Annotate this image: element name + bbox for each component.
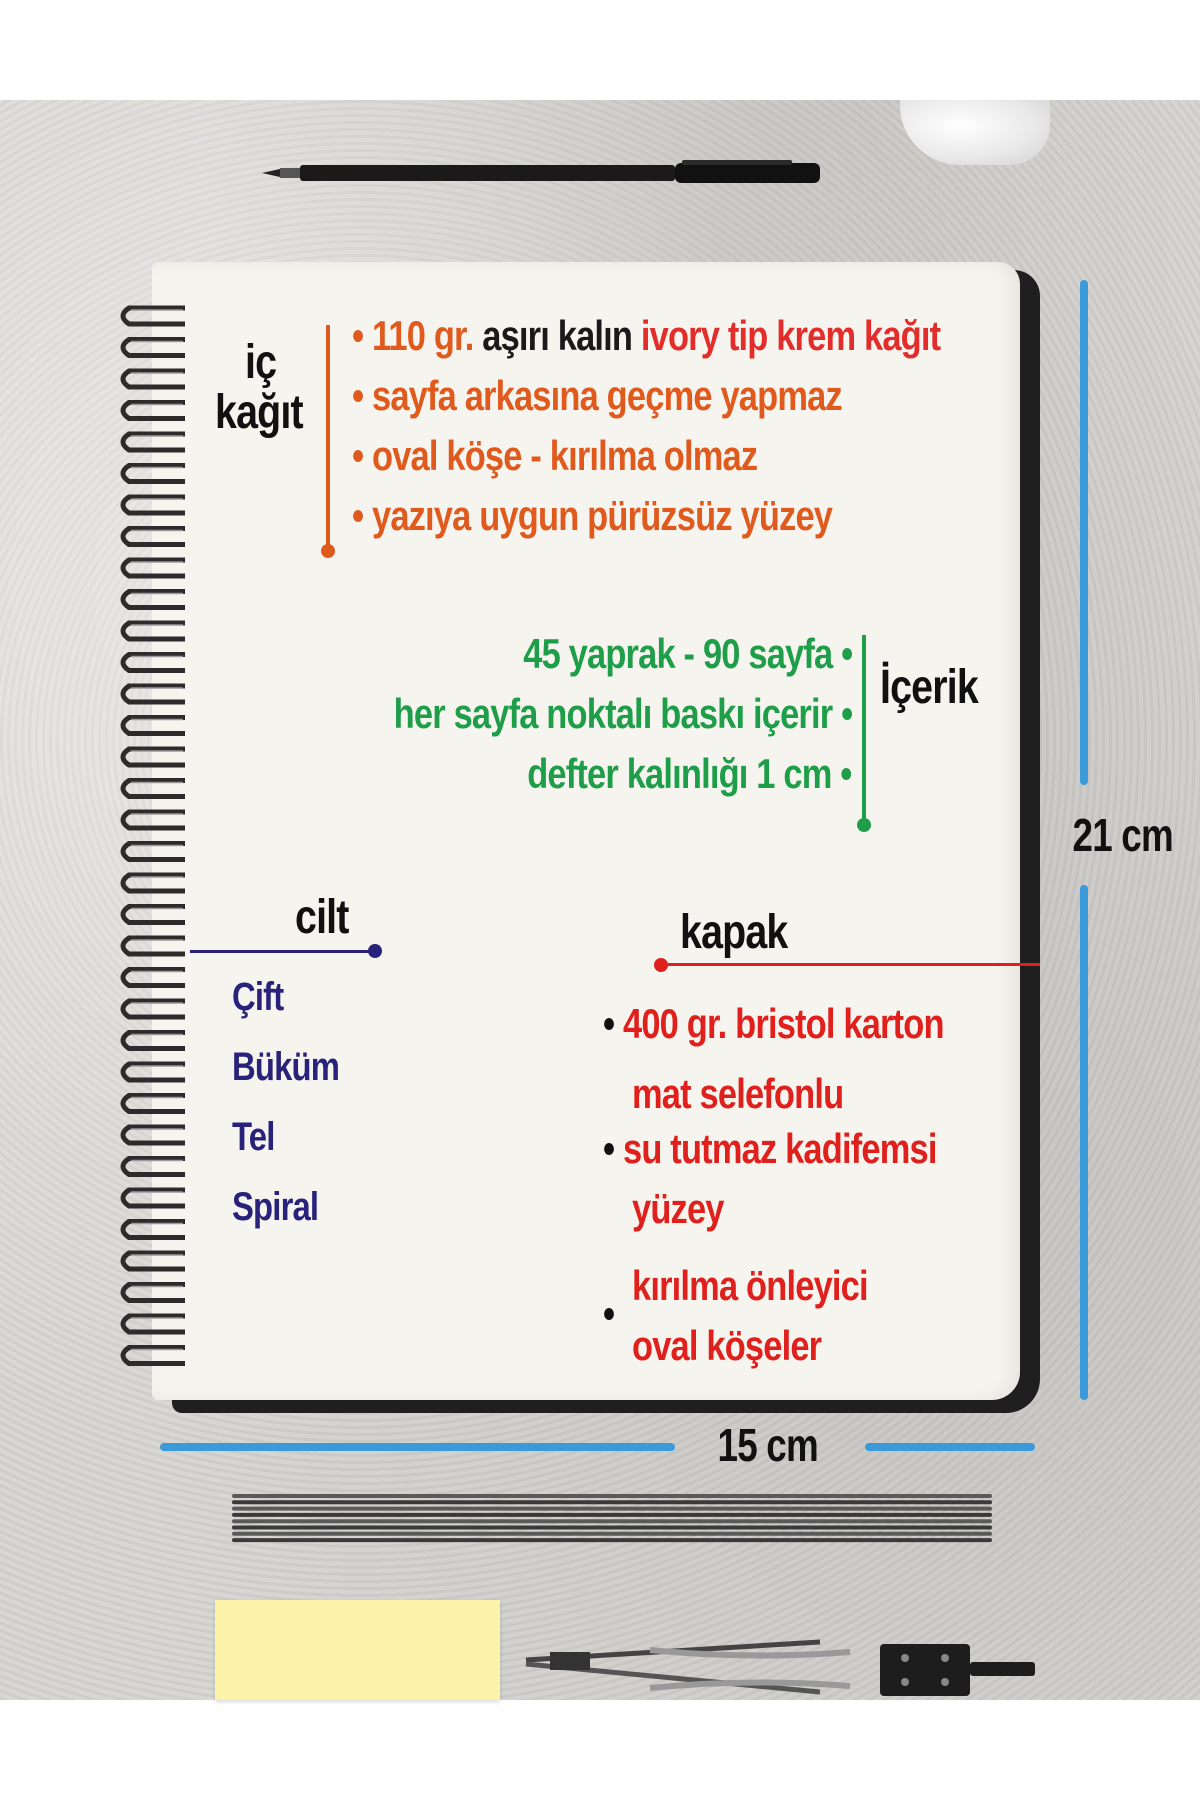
kapak-item-cont: yüzey [632, 1185, 724, 1232]
kapak-item-cont: mat selefonlu [632, 1070, 844, 1117]
pencil-lead [232, 1500, 992, 1504]
pencil-lead [232, 1507, 992, 1511]
spiral-binding-icon [115, 298, 190, 1388]
pencil-lead [232, 1519, 992, 1523]
pencil-lead [232, 1526, 992, 1530]
height-dimension-line-top [1080, 280, 1088, 785]
pencil-lead [232, 1513, 992, 1517]
cilt-heading: cilt [295, 891, 349, 944]
kapak-item: • 400 gr. bristol karton [603, 1000, 944, 1047]
ic-kagit-heading-line2: kağıt [215, 386, 303, 439]
cilt-item: Spiral [232, 1185, 319, 1229]
ic-kagit-item: • yazıya uygun pürüzsüz yüzey [352, 492, 833, 539]
ic-kagit-divider-dot [321, 544, 335, 558]
icerik-heading: İçerik [880, 661, 978, 714]
kapak-item-bullet: • [603, 1290, 615, 1337]
icerik-item: her sayfa noktalı baskı içerir • [393, 690, 852, 737]
kapak-underline [668, 963, 1040, 966]
kapak-item: • su tutmaz kadifemsi [603, 1125, 937, 1172]
icerik-divider-dot [857, 818, 871, 832]
kapak-heading: kapak [680, 906, 788, 959]
width-dimension-line-left [160, 1443, 675, 1451]
cilt-item: Büküm [232, 1045, 340, 1089]
pencil-lead [232, 1532, 992, 1536]
cilt-item: Tel [232, 1115, 275, 1159]
width-dimension-line-right [865, 1443, 1035, 1451]
pencil-lead [232, 1538, 992, 1542]
ic-kagit-item: • 110 gr. aşırı kalın ivory tip krem kağıt [352, 312, 941, 359]
height-label: 21 cm [1072, 809, 1173, 861]
pen-icon [262, 160, 822, 186]
ic-kagit-item: • sayfa arkasına geçme yapmaz [352, 372, 842, 419]
cilt-underline-dot [368, 944, 382, 958]
icerik-item: 45 yaprak - 90 sayfa • [522, 630, 852, 677]
ic-kagit-item: • oval köşe - kırılma olmaz [352, 432, 758, 479]
icerik-item: defter kalınlığı 1 cm • [527, 750, 852, 797]
cilt-item: Çift [232, 975, 284, 1019]
ic-kagit-divider [326, 325, 330, 547]
height-dimension-line-bottom [1080, 885, 1088, 1400]
cilt-underline [190, 950, 375, 953]
pencil-leads-icon [232, 1490, 992, 1544]
kapak-item: kırılma önleyici [632, 1262, 868, 1309]
compass-icon [520, 1630, 1040, 1710]
kapak-item-cont: oval köşeler [632, 1322, 822, 1369]
width-label: 15 cm [717, 1419, 818, 1471]
sticky-note-icon [215, 1600, 500, 1700]
pencil-lead [232, 1494, 992, 1498]
icerik-divider [862, 635, 866, 820]
kapak-underline-dot [654, 958, 668, 972]
ic-kagit-heading-line1: iç [245, 336, 277, 389]
